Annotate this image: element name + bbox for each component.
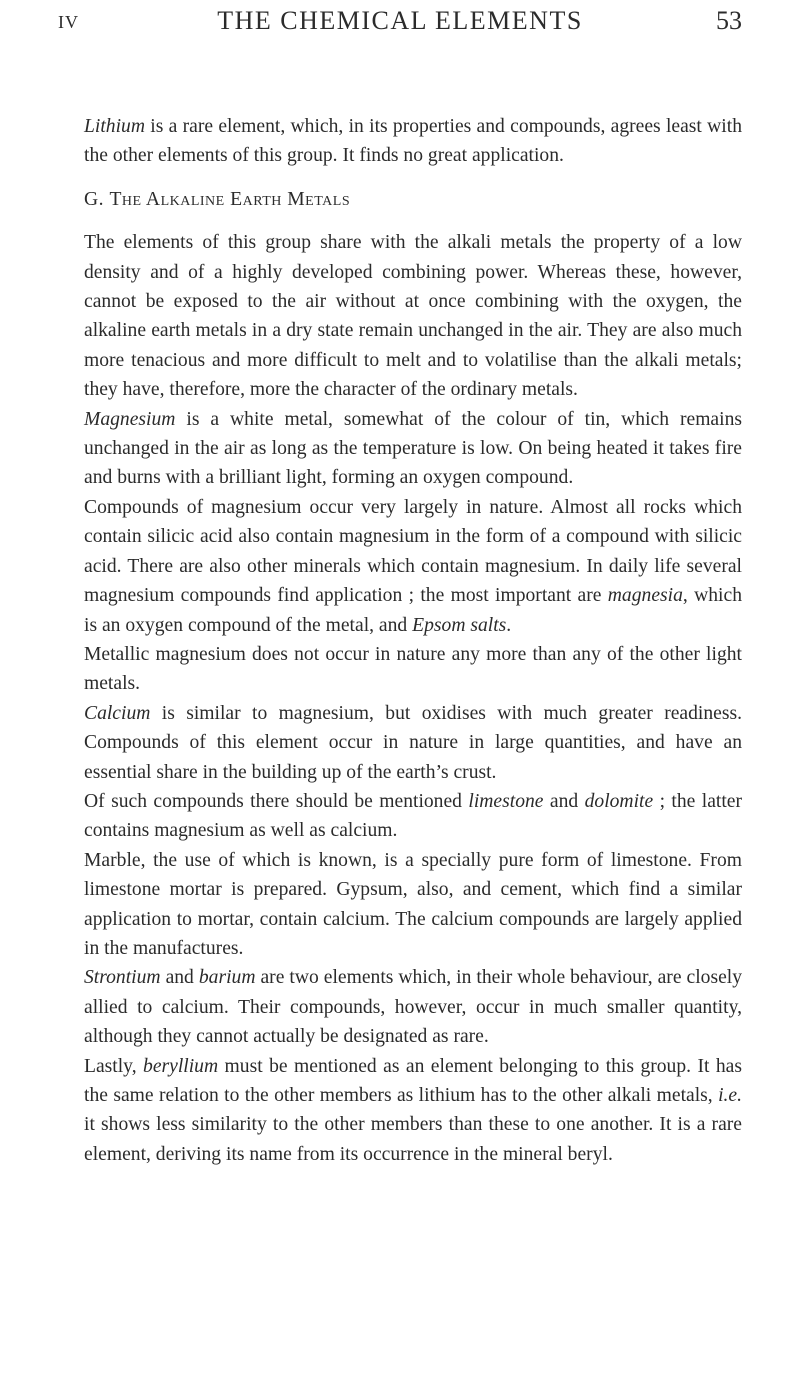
paragraph-text: . xyxy=(506,614,512,636)
paragraph-text: Of such compounds there should be mentioned xyxy=(84,790,469,812)
paragraph-text: ; the latter contains magnesium as well as calcium. xyxy=(84,790,743,842)
paragraph-text: Lastly, xyxy=(84,1055,144,1077)
paragraph-calcium-compounds xyxy=(84,787,742,846)
term-epsom-salts: Epsom salts xyxy=(412,614,507,636)
term-strontium: Strontium xyxy=(84,967,161,989)
paragraph-intro: The elements of this group share with the alkali metals the property of a low density and of a highly developed combining power. Whereas these, however, cannot be exposed to the air without at once combining with the oxygen, the alkaline earth metals in a dry state remain unchanged in the air. They are also much more tenacious and more difficult to melt and to volatilise than the alkali metals; they have, therefore, more the character of the ordinary metals. xyxy=(84,232,742,401)
paragraph-text: is a rare element, which, in its properties and compounds, agrees least with the other elements of this group. It finds no great application. xyxy=(84,116,742,167)
paragraph-text: it shows less similarity to the other members than these to one another. It is a rare element, deriving its name from its occurrence in the mineral beryl. xyxy=(84,1114,742,1165)
paragraph-magnesium xyxy=(84,405,742,493)
term-lithium: Lithium xyxy=(84,116,145,137)
running-title: THE CHEMICAL ELEMENTS xyxy=(217,6,583,35)
term-dolomite: dolomite xyxy=(584,790,654,812)
paragraph-text: Compounds of magnesium occur very largely in nature. Almost all rocks which contain silicic acid also contain magnesium in the form of a compound with silicic acid. There are also other minerals which contain magnesium. In daily life several magnesium compounds find application ; the most important are xyxy=(84,496,742,607)
page-body xyxy=(84,112,742,1169)
page-number: 53 xyxy=(716,6,742,35)
paragraph-text: and xyxy=(160,967,199,989)
term-beryllium: beryllium xyxy=(143,1055,219,1077)
paragraph-text: , which is an oxygen compound of the metal, and xyxy=(84,585,742,636)
running-header xyxy=(0,6,800,42)
paragraph-magnesium-compounds xyxy=(84,493,742,640)
paragraph-text: is similar to magnesium, but oxidises with much greater readiness. Compounds of this element occur in nature in large quantities, and have an essential share in the building up of the earth’s crust. xyxy=(84,702,742,783)
term-calcium: Calcium xyxy=(84,702,151,724)
term-limestone: limestone xyxy=(468,790,544,812)
paragraph-text: and xyxy=(543,790,585,812)
paragraph-marble: Marble, the use of which is known, is a specially pure form of limestone. From limestone mortar is prepared. Gypsum, also, and cement, which find a similar application to mortar, contain calcium. The calcium compounds are largely applied in the manufactures. xyxy=(84,849,742,959)
paragraph-calcium xyxy=(84,699,742,787)
paragraph-beryllium xyxy=(84,1052,742,1170)
paragraph-text: are two elements which, in their whole behaviour, are closely allied to calcium. Their compounds, however, occur in much smaller quantity, although they cannot actually be designated as rare. xyxy=(84,967,743,1048)
section-title: The Alkaline Earth Metals xyxy=(109,188,351,210)
term-magnesium: Magnesium xyxy=(84,408,176,430)
chapter-number: IV xyxy=(58,12,79,32)
paragraph-strontium xyxy=(84,963,742,1051)
abbrev-ie: i.e. xyxy=(718,1085,742,1106)
section-letter: G. xyxy=(84,188,105,210)
paragraph-metallic-magnesium: Metallic magnesium does not occur in nature any more than any of the other light metals. xyxy=(84,643,742,695)
paragraph-text: is a white metal, somewhat of the colour of tin, which remains unchanged in the air as long as the temperature is low. On being heated it takes fire and burns with a brilliant light, forming an oxygen compound. xyxy=(84,408,742,489)
term-magnesia: magnesia xyxy=(607,585,683,607)
paragraph-text: must be mentioned as an element belonging to this group. It has the same relation to the other members as lithium has to the other alkali metals, xyxy=(84,1055,742,1106)
term-barium: barium xyxy=(198,967,256,989)
paragraph-lithium xyxy=(84,112,742,171)
section-heading xyxy=(84,185,742,214)
